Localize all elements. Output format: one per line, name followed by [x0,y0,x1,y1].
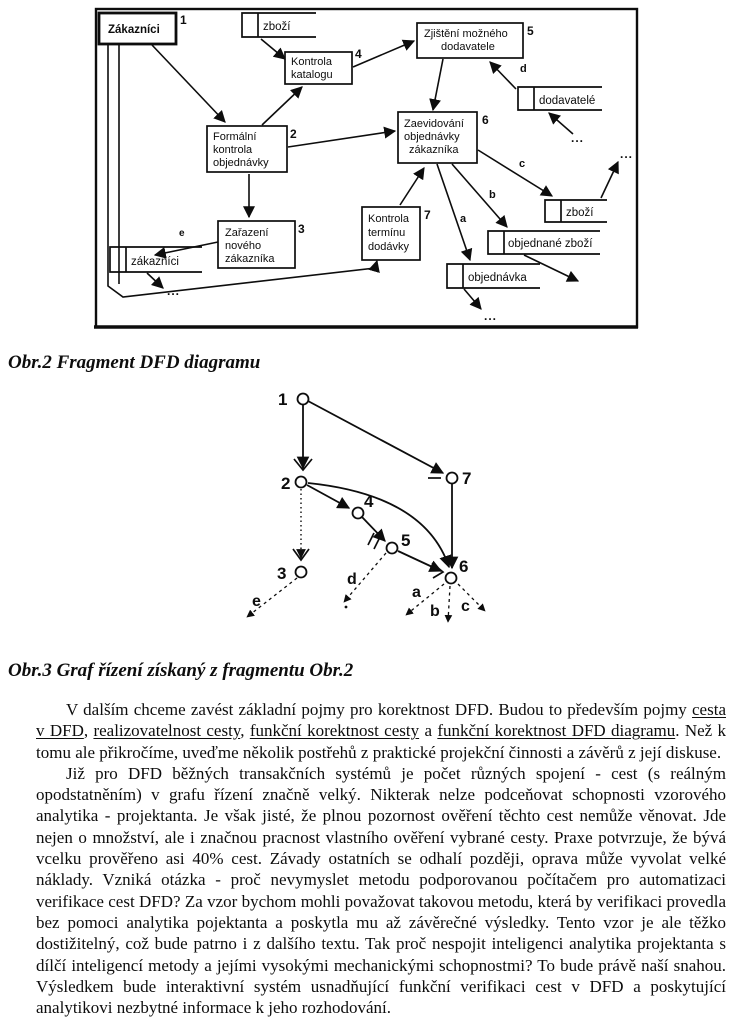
flow-p5-to-p6 [433,59,443,110]
process-kontrola-terminu [362,207,431,260]
node-7-label: 7 [462,469,472,488]
edge-1-7 [308,401,443,473]
process-label: termínu [368,227,406,239]
node-5-label: 5 [401,531,411,550]
process-label: Zjištění možného [424,28,508,40]
edge-5-6 [398,551,441,571]
process-label: Zařazení [225,227,269,239]
node-1 [298,394,309,405]
process-number: 3 [298,222,305,236]
flow-objednane-zbozi-out [524,255,578,281]
process-label: Formální [213,131,257,143]
process-zjisteni-dodavatele [417,23,534,58]
node-1-label: 1 [278,390,288,409]
chevron-into-3 [293,549,309,560]
store-label: objednávka [468,272,527,284]
store-label: objednané zboží [508,238,593,250]
flow-label-c: c [519,158,526,170]
figure3-caption-text: Obr.3 Graf řízení získaný z fragmentu Obr.2 [8,660,354,681]
process-number: 6 [482,113,489,127]
flow-p2-to-p6 [288,131,395,147]
node-6 [446,573,457,584]
ellipsis-zbozi-right: ... [620,147,634,161]
process-number: 5 [527,24,534,38]
ray-b-from-6 [448,586,450,622]
process-label: dodávky [368,241,409,253]
flow-label-d: d [520,63,527,75]
tick-at-5b [374,537,380,549]
graph-nodes [296,394,458,584]
node-2 [296,477,307,488]
figure2-caption-text: Obr.2 Fragment DFD diagramu [8,352,261,373]
figure3-caption [8,660,353,682]
data-flows [108,39,618,309]
store-dodavatele [518,87,602,110]
node-3 [296,567,307,578]
process-label: objednávky [213,157,269,169]
node-5 [387,543,398,554]
entity-number: 1 [180,13,187,27]
flow-zakaznici-out [147,273,163,288]
store-zakaznici [110,247,202,272]
ellipsis-dodavatele: ... [571,131,585,145]
flow-zbozi-to-p4 [261,39,285,59]
ray-d-dot [345,606,348,609]
edge-4-5 [362,517,385,541]
flow-p2-to-p4 [262,87,302,125]
process-zarazeni-zakaznika [218,221,305,268]
store-label: zákazníci [131,256,179,268]
diagram-frame [96,9,637,327]
edge-2-6-arc [308,483,449,567]
process-formalni-kontrola [207,126,297,172]
external-entity-zakaznici [99,13,187,44]
flow-in-to-dodavatele [549,113,573,134]
flow-label-b: b [489,189,496,201]
store-zbozi-right [545,200,607,222]
store-objednavka [447,264,540,288]
tick-at-5a [368,533,374,545]
store-label: dodavatelé [539,95,596,107]
process-label: katalogu [291,69,333,81]
entity-label: Zákazníci [108,24,160,36]
ellipsis-zakaznici: ... [167,284,181,298]
graph-solid-edges [303,401,452,571]
process-kontrola-katalogu [285,47,362,84]
ray-e-label: e [252,593,261,610]
process-label: Kontrola [368,213,409,225]
node-4-label: 4 [364,492,374,511]
chevron-into-6 [432,563,443,578]
paragraph-intro: V dalším chceme zavést základní pojmy pro korektnost DFD. Budou to především pojmy cesta v DFD, realizovatelnost cesty, funkční korektnost cesty a funkční korektnost DFD diagramu. Než k tomu ale přikročíme, uveďme několik postřehů z praktické projekční činnosti a závěrů z její diskuse. [36,700,727,762]
flow-p3-to-zakaznici [155,242,218,255]
node-3-label: 3 [277,564,287,583]
process-label: objednávky [404,131,460,143]
process-number: 2 [290,127,297,141]
ray-a-label: a [412,584,421,601]
store-label: zboží [566,207,594,219]
dfd-fragment-diagram [0,0,752,345]
flow-dodavatele-to-p5 [490,62,516,89]
store-zbozi-top [242,13,316,37]
control-graph-diagram [0,388,752,640]
figure2-caption [8,352,260,374]
flow-label-e: e [179,228,185,239]
process-label: kontrola [213,144,253,156]
graph-tick-marks [293,459,443,578]
paragraph-discussion: Již pro DFD běžných transakčních systémů je počet různých spojení - cest (s reálným opodstatněním) v grafu řízení značně velký. Nikterak nelze podceňovat schopnosti vzorového analytika - projektanta. Je však jisté, že plnou pozornost ověření těchto cest nemůže věnovat. Jde nejen o množství, ale i značnou pracnost vlastního ověření vybrané cesty. Praxe potvrzuje, že bývá vcelku prověřeno asi 40% cest. Závady ostatních se odhalí později, oprava může vyvolat velké náklady. Vzniká otázka - proč nevymyslet metodu podporovanou počítačem pro automatizaci verifikace cest DFD? Za vzor bychom mohli považovat takovou metodu, která by verifikaci provedla bez pomoci analytika pojektanta a poskytla mu až závěrečné výsledky. Tento vzor je ale těžko dostižitelný, což bude patrno i z dalšího textu. Tak proč nespojit inteligenci analytika projektanta s dílčí inteligencí metody a jejími vysokými mechanickými schopnostmi? To bude právě naší snahou. Výsledkem bude interaktivní systém usnadňující funkční verifikaci cest v DFD a poskytující analytikovi nezbytné informace k jeho rozhodování. [36,763,726,1018]
flow-zbozi-out [601,162,618,198]
node-7 [447,473,458,484]
body-text [36,699,726,1018]
process-zaevidovani-objednavky [398,112,489,163]
process-number: 4 [355,47,362,61]
process-label: Kontrola [291,56,332,68]
ellipsis-objednavka: ... [484,309,498,323]
store-label: zboží [263,21,291,33]
ray-b-label: b [430,603,440,620]
process-number: 7 [424,208,431,222]
flow-zakaznici-to-p2 [152,45,225,122]
flow-p7-to-p6 [400,168,424,205]
process-label: zákazníka [225,253,275,265]
node-4 [353,508,364,519]
process-label: nového [225,240,262,252]
node-2-label: 2 [281,474,291,493]
flow-objednavka-out [464,289,481,309]
store-objednane-zbozi [488,231,600,254]
process-label: zákazníka [409,144,459,156]
process-label: dodavatele [441,41,495,53]
node-6-label: 6 [459,557,469,576]
ray-d-label: d [347,571,357,588]
flow-p4-to-p5 [353,41,414,67]
ray-c-label: c [461,598,470,615]
process-label: Zaevidování [404,118,464,130]
flow-label-a: a [460,213,467,225]
